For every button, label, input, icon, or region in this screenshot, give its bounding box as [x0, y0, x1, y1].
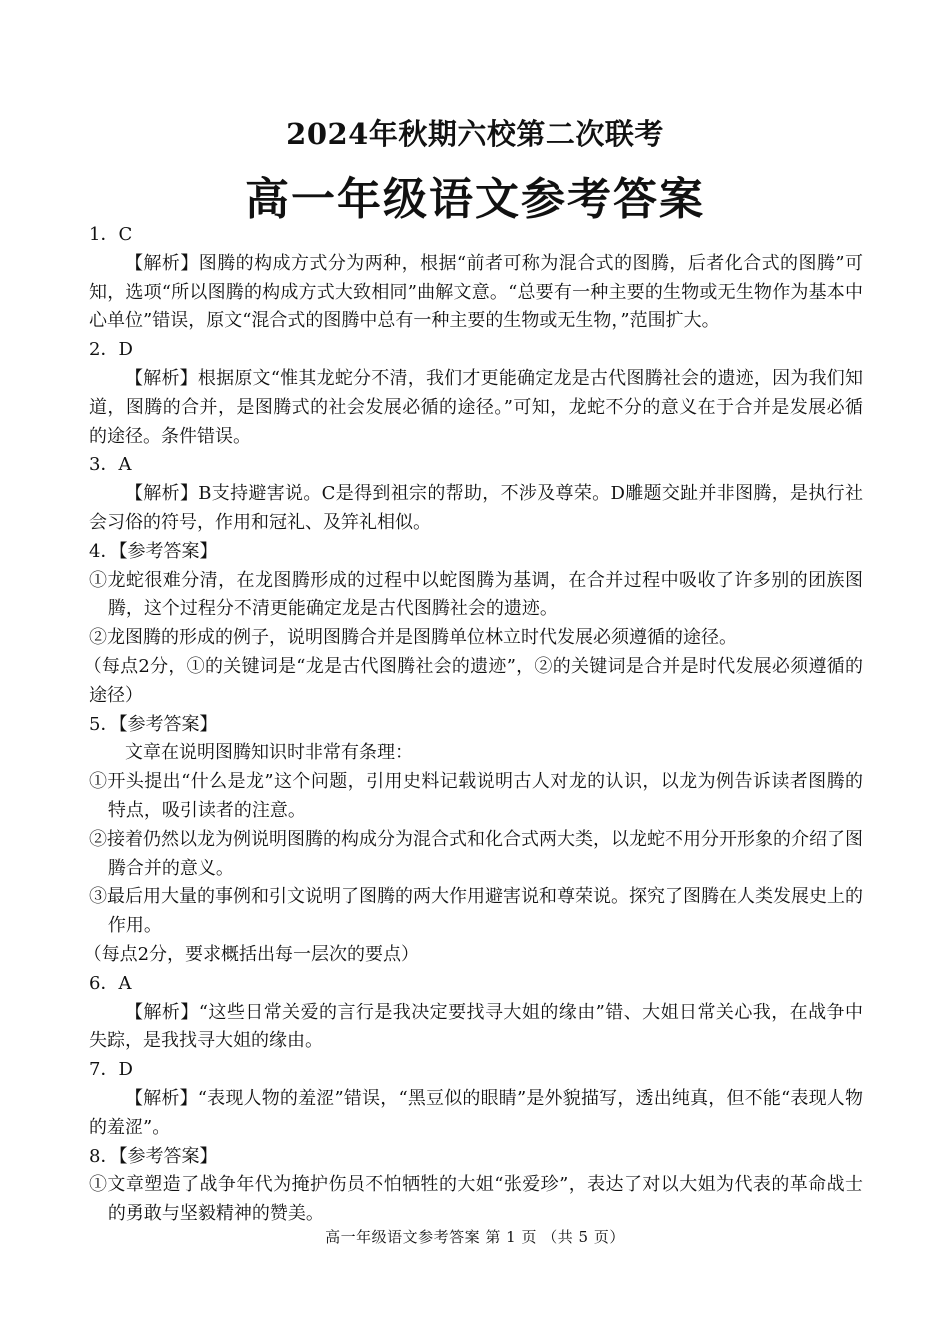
answer-5-scoring-note: （每点2分，要求概括出每一层次的要点） [83, 943, 420, 965]
answer-5-point-2: ②接着仍然以龙为例说明图腾的构成分为混合式和化合式两大类，以龙蛇不用分开形象的介绍了图腾合并的意义。 [89, 828, 863, 879]
answer-key-title: 高一年级语文参考答案 [245, 174, 705, 225]
answer-4-scoring-note: （每点2分，①的关键词是“龙是古代图腾社会的遗迹”，②的关键词是合并是时代发展必须遵循的途径） [83, 655, 863, 706]
answer-2-number: 2．D [89, 339, 133, 361]
answer-2-analysis: 【解析】根据原文“惟其龙蛇分不清，我们才更能确定龙是古代图腾社会的遗迹，因为我们知道，图腾的合并，是图腾式的社会发展必循的途径。”可知，龙蛇不分的意义在于合并是发展必循的途径。条件错误。 [89, 367, 863, 447]
answer-1-number: 1．C [89, 224, 133, 245]
answer-3-number: 3．A [89, 454, 132, 476]
answer-5-point-3: ③最后用大量的事例和引文说明了图腾的两大作用避害说和尊荣说。探究了图腾在人类发展史上的作用。 [89, 886, 863, 937]
answer-4-point-1: ①龙蛇很难分清，在龙图腾形成的过程中以蛇图腾为基调，在合并过程中吸收了许多别的团族图腾，这个过程分不清更能确定龙是古代图腾社会的遗迹。 [89, 569, 863, 620]
answer-8-point-1: ①文章塑造了战争年代为掩护伤员不怕牺牲的大姐“张爱珍”，表达了对以大姐为代表的革命战士的勇敢与坚毅精神的赞美。 [89, 1174, 863, 1225]
answer-7-analysis: 【解析】“表现人物的羞涩”错误，“黑豆似的眼睛”是外貌描写，透出纯真，但不能“表现人物的羞涩”。 [89, 1087, 863, 1138]
answer-8-number: 8．【参考答案】 [89, 1145, 218, 1167]
answer-5-number: 5．【参考答案】 [89, 713, 218, 735]
answer-4-number: 4．【参考答案】 [89, 540, 218, 562]
answer-4-point-2: ②龙图腾的形成的例子，说明图腾合并是图腾单位林立时代发展必须遵循的途径。 [89, 627, 737, 649]
answer-6-number: 6．A [89, 972, 132, 994]
answer-content [83, 221, 863, 1229]
answer-6-analysis: 【解析】“这些日常关爱的言行是我决定要找寻大姐的缘由”错、大姐日常关心我，在战争中失踪，是我找寻大姐的缘由。 [89, 1001, 863, 1052]
answer-5-intro: 文章在说明图腾知识时非常有条理： [125, 742, 413, 764]
exam-title: 2024年秋期六校第二次联考 [286, 117, 664, 151]
answer-3-analysis: 【解析】B支持避害说。C是得到祖宗的帮助，不涉及尊荣。D雕题交趾并非图腾，是执行社会习俗的符号，作用和冠礼、及笄礼相似。 [89, 483, 863, 533]
page-footer: 高一年级语文参考答案 第 1 页 （共 5 页） [325, 1228, 625, 1246]
answer-5-point-1: ①开头提出“什么是龙”这个问题，引用史料记载说明古人对龙的认识，以龙为例告诉读者图腾的特点，吸引读者的注意。 [89, 771, 863, 821]
answer-1-analysis: 【解析】图腾的构成方式分为两种，根据“前者可称为混合式的图腾，后者化合式的图腾”可知，选项“所以图腾的构成方式大致相同”曲解文意。“总要有一种主要的生物或无生物作为基本中心单位”错误，原文“混合式的图腾中总有一种主要的生物或无生物，”范围扩大。 [89, 252, 863, 332]
answer-7-number: 7．D [89, 1059, 133, 1081]
